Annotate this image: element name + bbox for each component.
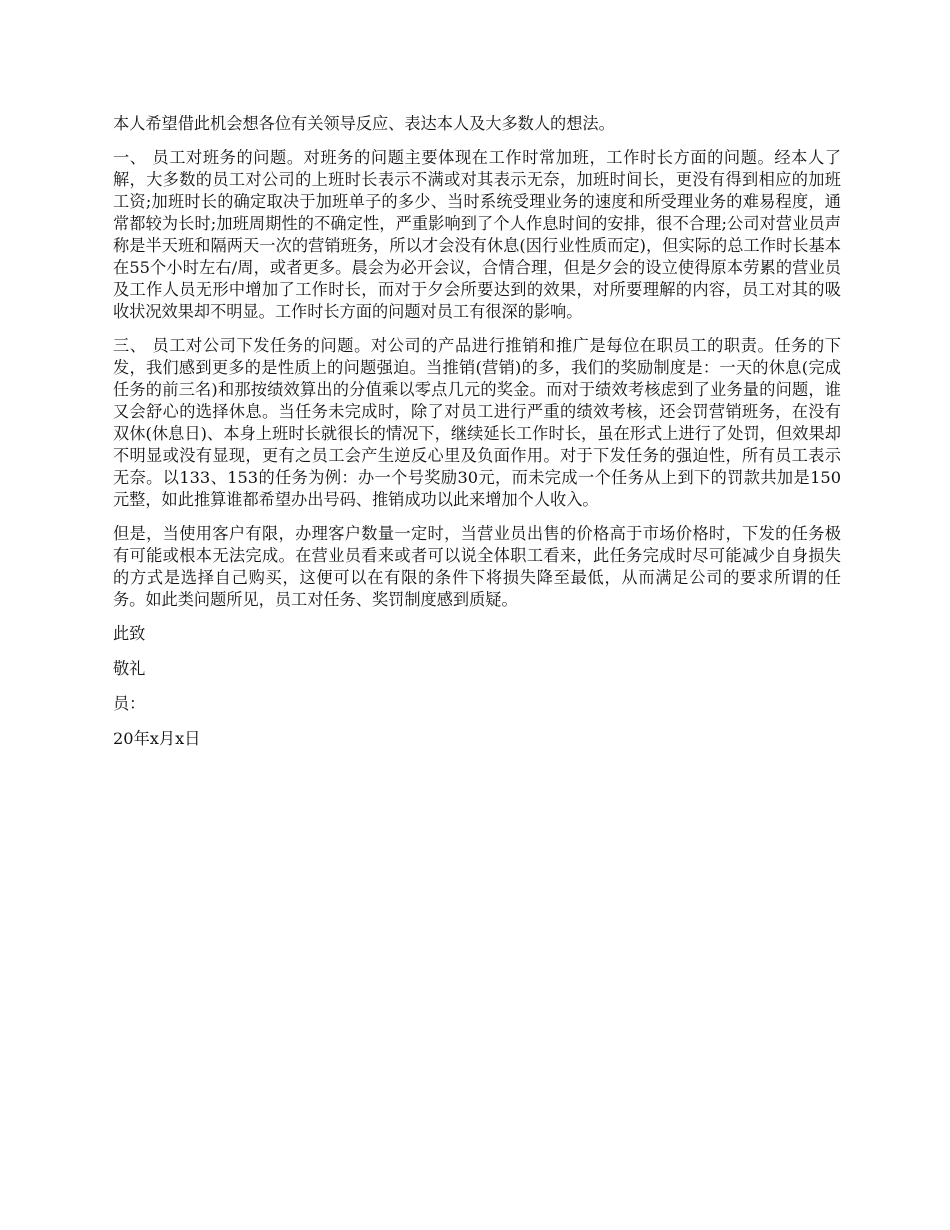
document-body xyxy=(113,113,841,763)
section-three-paragraph: 三、 员工对公司下发任务的问题。对公司的产品进行推销和推广是每位在职员工的职责。任务的下发，我们感到更多的是性质上的问题强迫。当推销(营销)的多，我们的奖励制度是：一天的休息(完成任务的前三名)和那按绩效算出的分值乘以零点几元的奖金。而对于绩效考核虑到了业务量的问题，谁又会舒心的选择休息。当任务未完成时，除了对员工进行严重的绩效考核，还会罚营销班务，在没有双休(休息日)、本身上班时长就很长的情况下，继续延长工作时长，虽在形式上进行了处罚，但效果却不明显或没有显现，更有之员工会产生逆反心里及负面作用。对于下发任务的强迫性，所有员工表示无奈。以133、153的任务为例：办一个号奖励30元，而未完成一个任务从上到下的罚款共加是150元整，如此推算谁都希望办出号码、推销成功以此来增加个人收入。 xyxy=(113,336,841,509)
signature-label: 员： xyxy=(113,694,146,713)
section-one-paragraph: 一、 员工对班务的问题。对班务的问题主要体现在工作时常加班，工作时长方面的问题。经本人了解，大多数的员工对公司的上班时长表示不满或对其表示无奈，加班时间长，更没有得到相应的加班工资;加班时长的确定取决于加班单子的多少、当时系统受理业务的速度和所受理业务的难易程度，通常都较为长时;加班周期性的不确定性，严重影响到了个人作息时间的安排，很不合理;公司对营业员声称是半天班和隔两天一次的营销班务，所以才会没有休息(因行业性质而定)，但实际的总工作时长基本在55个小时左右/周，或者更多。晨会为必开会议，合情合理，但是夕会的设立使得原本劳累的营业员及工作人员无形中增加了工作时长，而对于夕会所要达到的效果，对所要理解的内容，员工对其的吸收状况效果却不明显。工作时长方面的问题对员工有很深的影响。 xyxy=(113,148,841,321)
closing-line-1: 此致 xyxy=(113,624,146,643)
intro-paragraph: 本人希望借此机会想各位有关领导反应、表达本人及大多数人的想法。 xyxy=(113,114,615,133)
document-date: 20年x月x日 xyxy=(113,729,201,748)
closing-line-2: 敬礼 xyxy=(113,659,146,678)
but-paragraph: 但是，当使用客户有限，办理客户数量一定时，当营业员出售的价格高于市场价格时，下发的任务极有可能或根本无法完成。在营业员看来或者可以说全体职工看来，此任务完成时尽可能减少自身损失的方式是选择自己购买，这便可以在有限的条件下将损失降至最低，从而满足公司的要求所谓的任务。如此类问题所见，员工对任务、奖罚制度感到质疑。 xyxy=(113,524,841,609)
